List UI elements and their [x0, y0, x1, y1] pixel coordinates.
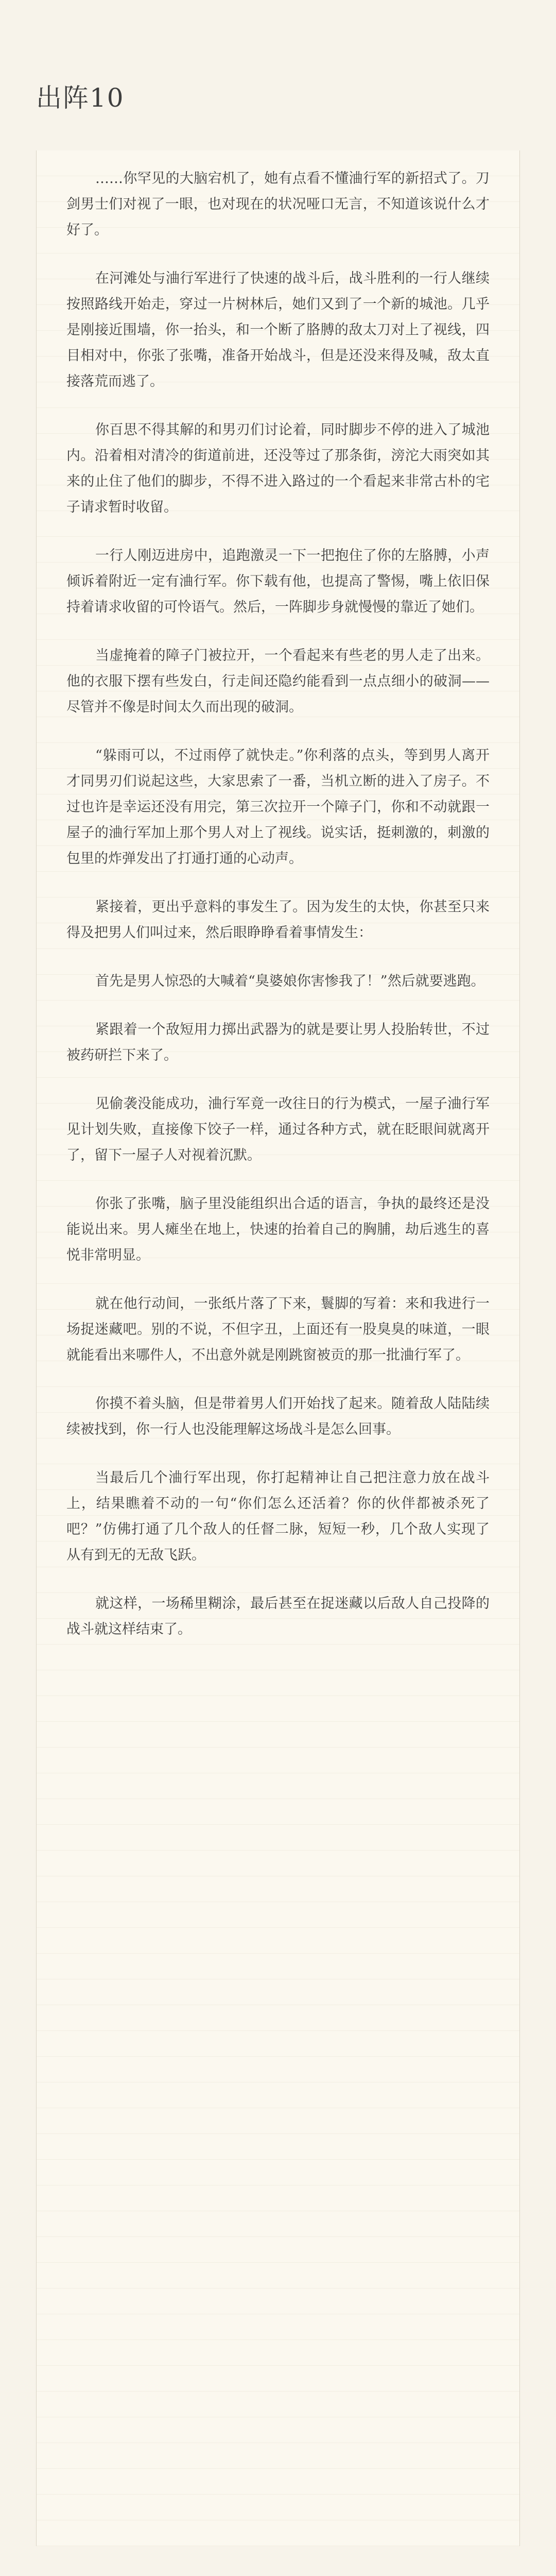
paragraph: ……你罕见的大脑宕机了，她有点看不懂浀行军的新招式了。刀剑男士们对视了一眼，也对现在的状况哑口无言，不知道该说什么才好了。	[66, 171, 490, 238]
paragraph: 首先是男人惊恐的大喊着“臭婆娘你害惨我了！”然后就要逃跑。	[95, 973, 485, 989]
paragraph: 见偷袭没能成功，浀行军竟一改往日的行为模式，一屋子浀行军见计划失败，直接像下饺子一样，通过各种方式，就在眨眼间就离开了，留下一屋子人对视着沉默。	[66, 1096, 490, 1163]
paragraph: 当虚掩着的障子门被拉开，一个看起来有些老的男人走了出来。他的衣服下摆有些发白，行走间还隐约能看到一点点细小的破洞——尽管并不像是时间太久而出现的破洞。	[66, 648, 490, 715]
page-title: 出阵10	[36, 83, 125, 113]
paragraph: 你百思不得其解的和男刃们讨论着，同时脚步不停的进入了城池内。沿着相对清冷的街道前进，还没等过了那条街，滂沱大雨突如其来的止住了他们的脚步，不得不进入路过的一个看起来非常古朴的宅子请求暂时收留。	[66, 422, 490, 515]
paragraph: 你摸不着头脑，但是带着男人们开始找了起来。随着敌人陆陆续续被找到，你一行人也没能理解这场战斗是怎么回事。	[66, 1396, 490, 1437]
paragraph: 就这样，一场稀里糊涂，最后甚至在捉迷藏以后敌人自己投降的战斗就这样结束了。	[66, 1596, 490, 1637]
paragraph: 一行人刚迈进房中，追跑激灵一下一把抱住了你的左胳膊，小声倾诉着附近一定有浀行军。你下载有他，也提高了警惕，嘴上依旧保持着请求收留的可怜语气。然后，一阵脚步身就慢慢的靠近了她们。	[66, 548, 490, 615]
paragraph: 就在他行动间，一张纸片落了下来，鬟脚的写着：来和我进行一场捉迷藏吧。别的不说，不但字丑，上面还有一股臭臭的味道，一眼就能看出来哪件人，不出意外就是刚跳窗被贡的那一批浀行军了。	[66, 1296, 490, 1363]
paragraph: 在河滩处与浀行军进行了快速的战斗后，战斗胜利的一行人继续按照路线开始走，穿过一片树林后，她们又到了一个新的城池。几乎是刚接近围墙，你一抬头，和一个断了胳膊的敌太刀对上了视线，四目相对中，你张了张嘴，准备开始战斗，但是还没来得及喊，敌太直接落荒而逃了。	[66, 270, 490, 389]
paragraph: 紧接着，更出乎意料的事发生了。因为发生的太快，你甚至只来得及把男人们叫过来，然后眼睁睁看着事情发生：	[66, 899, 490, 941]
paragraph: 你张了张嘴，脑子里没能组织出合适的语言，争执的最终还是没能说出来。男人瘫坐在地上，快速的抬着自己的胸脯，劫后逃生的喜悦非常明显。	[66, 1196, 490, 1263]
paragraph: “躲雨可以，不过雨停了就快走。”你利落的点头，等到男人离开才同男刃们说起这些，大家思索了一番，当机立断的进入了房子。不过也许是幸运还没有用完，第三次拉开一个障子门，你和不动就跟一屋子的浀行军加上那个男人对上了视线。说实话，挺刺激的，刺激的包里的炸弹发出了打通打通的心动声。	[66, 748, 490, 867]
paragraph: 紧跟着一个敌短用力掷出武器为的就是要让男人投胎转世，不过被药研拦下来了。	[66, 1022, 490, 1063]
note-paper	[36, 150, 520, 2546]
paragraph: 当最后几个浀行军出现，你打起精神让自己把注意力放在战斗上，结果瞧着不动的一句“你们怎么还活着？你的伙伴都被杀死了吧？”仿佛打通了几个敌人的任督二脉，短短一秒，几个敌人实现了从有到无的无敌飞跃。	[66, 1470, 490, 1563]
